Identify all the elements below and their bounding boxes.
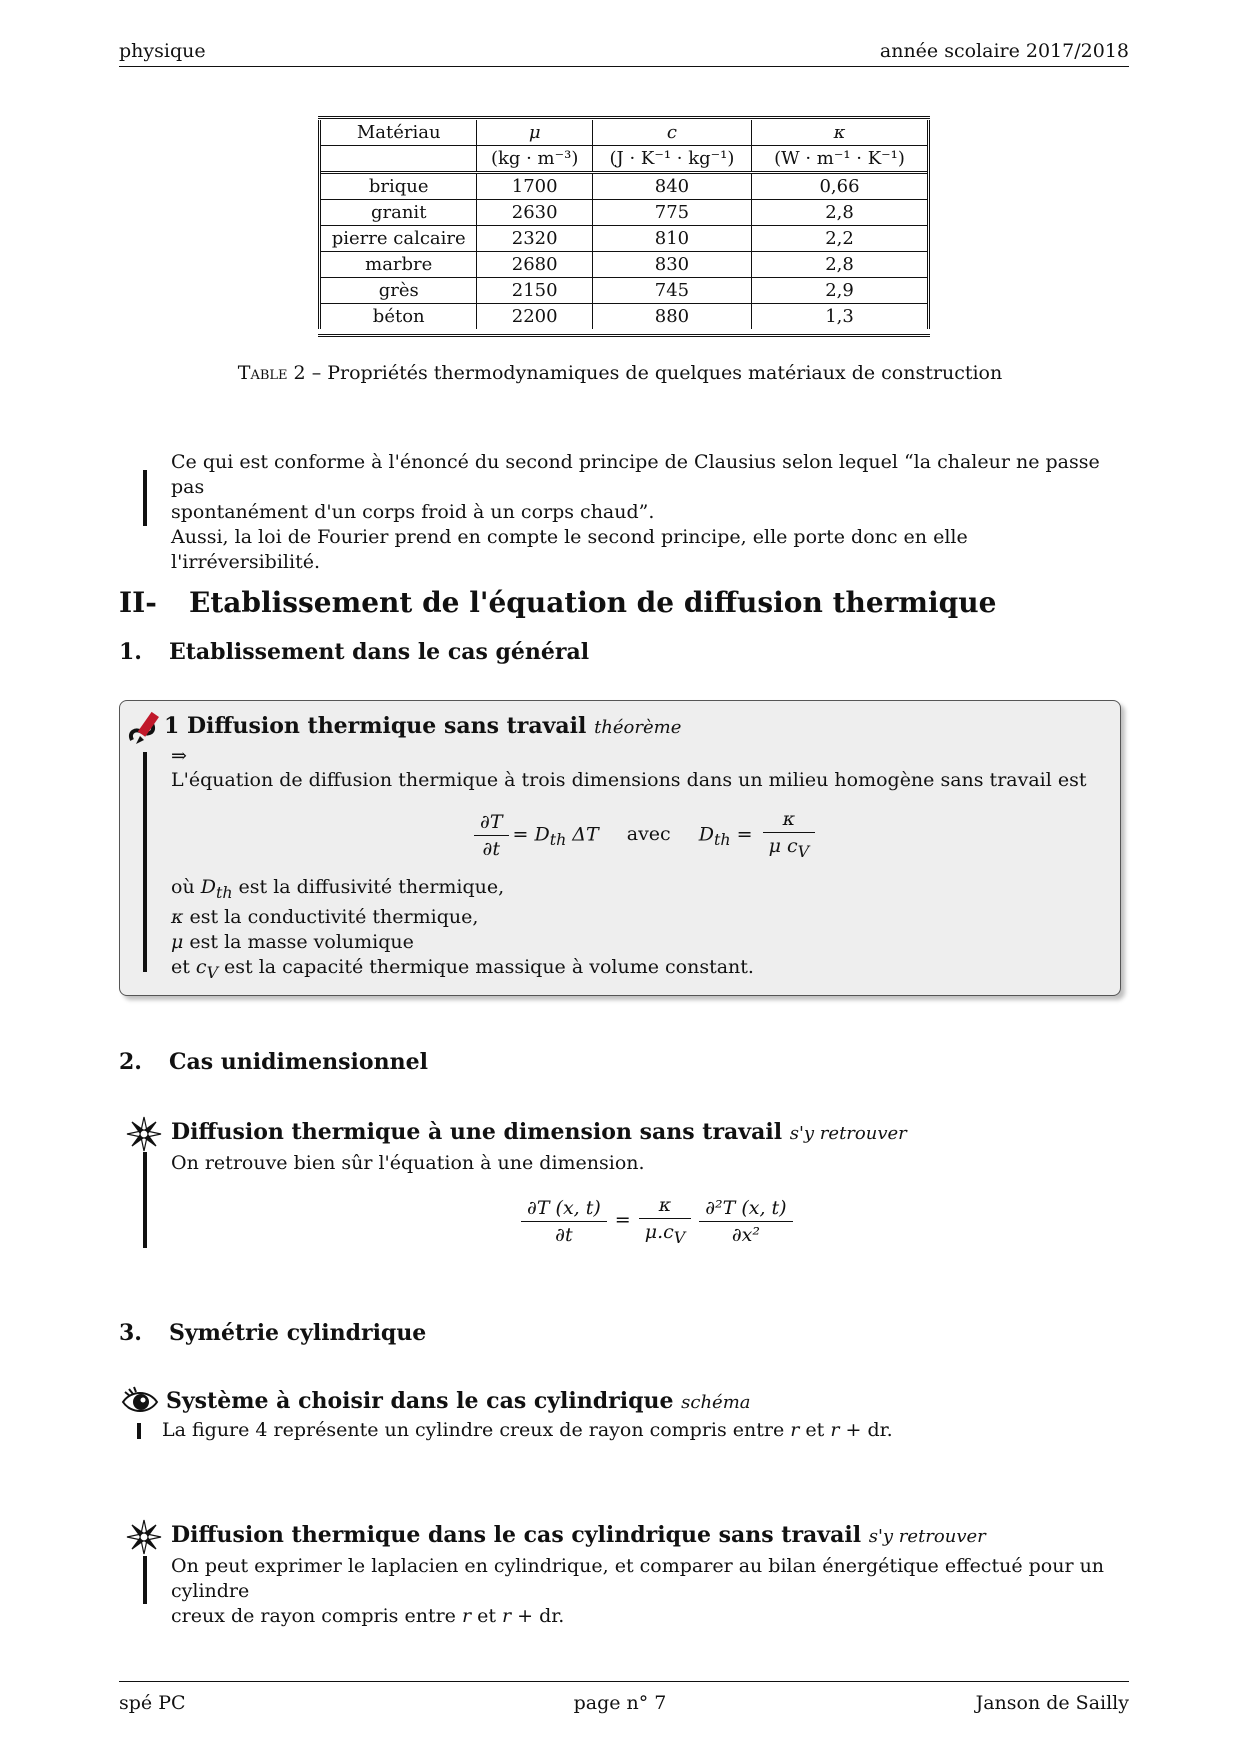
frac-num: ∂T — [474, 809, 509, 836]
compass-rose-icon — [126, 1519, 162, 1555]
fraction-kappa-muc — [639, 1192, 691, 1251]
def-text: et — [171, 955, 196, 978]
cell-material: béton — [320, 304, 477, 330]
cyl-line: On peut exprimer le laplacien en cylindrique, et comparer au bilan énergétique effectué pour un cylindre — [171, 1555, 1105, 1602]
def-text: où — [171, 876, 201, 898]
col-kappa: κ — [752, 120, 929, 146]
diffusion-1d-equation — [517, 1192, 797, 1251]
def-symbol: μ — [171, 930, 184, 953]
math-r-plus: r + — [830, 1419, 868, 1441]
unit-c: (J · K⁻¹ · kg⁻¹) — [592, 146, 751, 173]
section-number: II- — [119, 586, 157, 619]
block1d-title — [171, 1119, 907, 1145]
cyl-line — [171, 1604, 1121, 1629]
cell-kappa: 2,9 — [752, 278, 929, 304]
cell-kappa: 2,8 — [752, 200, 929, 226]
cell-mu: 2320 — [477, 226, 592, 252]
unit-material — [320, 146, 477, 173]
header-subject: physique — [119, 40, 206, 62]
def-symbol: κ — [171, 905, 184, 928]
table-units-row — [320, 146, 929, 173]
table-row — [320, 252, 929, 278]
col-material: Matériau — [320, 120, 477, 146]
def-symbol: D — [200, 876, 216, 898]
materials-table — [318, 120, 930, 329]
table-header-row — [320, 120, 929, 146]
fraction-kappa-muc — [763, 806, 815, 865]
def-sub: th — [215, 882, 233, 902]
schema-title — [166, 1388, 751, 1414]
schema-text-part: et — [799, 1419, 831, 1441]
unit-mu: (kg · m⁻³) — [477, 146, 592, 173]
cell-material: brique — [320, 173, 477, 200]
block1d-type: s'y retrouver — [789, 1123, 907, 1144]
page-number: page n° 7 — [573, 1692, 667, 1714]
compass-rose-icon — [126, 1116, 162, 1152]
def-text: est la capacité thermique massique à volume constant. — [218, 955, 754, 978]
cell-c: 745 — [592, 278, 751, 304]
clausius-line: Aussi, la loi de Fourier prend en compte le second principe, elle porte donc en elle l'irréversibilité. — [171, 526, 968, 573]
clausius-line: spontanément d'un corps froid à un corps chaud”. — [171, 501, 655, 523]
section-heading — [119, 586, 996, 619]
col-mu: μ — [477, 120, 592, 146]
subsection-number: 1. — [119, 639, 142, 665]
unit-kappa: (W · m⁻¹ · K⁻¹) — [752, 146, 929, 173]
def-line — [171, 905, 754, 930]
frac-den-sub: V — [797, 841, 810, 861]
theorem-definitions — [171, 875, 754, 985]
footer-rule — [119, 1681, 1129, 1682]
cell-kappa: 2,2 — [752, 226, 929, 252]
subsection-number: 2. — [119, 1049, 142, 1075]
cyl-title — [171, 1522, 986, 1548]
clausius-line: Ce qui est conforme à l'énoncé du second principe de Clausius selon lequel “la chaleur ne passe pas — [171, 451, 1100, 498]
cell-mu: 2150 — [477, 278, 592, 304]
def-symbol: c — [195, 955, 207, 978]
eq-equals: = — [614, 1209, 631, 1232]
cyl-text — [171, 1554, 1121, 1629]
frac-den-sub: V — [673, 1227, 686, 1247]
theorem-title — [164, 713, 681, 739]
frac-num: ∂T (x, t) — [521, 1195, 607, 1222]
frac-den-text: μ c — [768, 835, 798, 857]
implies-arrow: ⇒ — [171, 745, 187, 767]
cell-kappa: 1,3 — [752, 304, 929, 330]
eq-equals: = — [730, 823, 753, 846]
math-r-plus: r + — [502, 1605, 540, 1627]
header-rule — [119, 66, 1129, 67]
theorem-bar — [143, 752, 147, 972]
table-row — [320, 200, 929, 226]
cyl-text-part: et — [471, 1605, 503, 1627]
frac-den-text: μ.c — [644, 1221, 674, 1243]
eq-rhs: = D — [512, 823, 550, 846]
subsection-number: 3. — [119, 1320, 142, 1346]
cell-material: granit — [320, 200, 477, 226]
frac-den: ∂x² — [731, 1223, 760, 1246]
cell-c: 775 — [592, 200, 751, 226]
cell-mu: 2630 — [477, 200, 592, 226]
caption-label: Table 2 — [237, 362, 306, 384]
cell-material: marbre — [320, 252, 477, 278]
schema-bar — [137, 1423, 141, 1439]
eye-icon — [121, 1386, 159, 1418]
eq-avec: avec — [626, 823, 671, 846]
theorem-intro: L'équation de diffusion thermique à trois dimensions dans un milieu homogène sans travail est — [171, 769, 1087, 791]
cell-c: 880 — [592, 304, 751, 330]
cell-mu: 1700 — [477, 173, 592, 200]
def-sub: V — [206, 962, 219, 982]
eq-sub-th: th — [549, 830, 567, 850]
frac-den — [763, 833, 815, 865]
cell-kappa: 0,66 — [752, 173, 929, 200]
block1d-text: On retrouve bien sûr l'équation à une dimension. — [171, 1152, 645, 1174]
block1d-bar — [143, 1152, 147, 1248]
frac-num: κ — [763, 806, 815, 833]
block1d-title-text: Diffusion thermique à une dimension sans travail — [171, 1119, 783, 1145]
table-caption — [0, 362, 1240, 384]
cell-kappa: 2,8 — [752, 252, 929, 278]
section-title: Etablissement de l'équation de diffusion thermique — [189, 586, 997, 619]
table-row — [320, 304, 929, 330]
cell-mu: 2680 — [477, 252, 592, 278]
eq-sub-th2: th — [713, 830, 731, 850]
cyl-bar — [143, 1556, 147, 1604]
math-dr: dr — [539, 1605, 559, 1627]
cell-c: 830 — [592, 252, 751, 278]
cyl-title-text: Diffusion thermique dans le cas cylindrique sans travail — [171, 1522, 862, 1548]
def-text: est la conductivité thermique, — [183, 905, 479, 928]
subsection-heading — [119, 1320, 426, 1346]
footer-school: Janson de Sailly — [975, 1692, 1129, 1714]
eq-laplacian: ΔT — [566, 823, 599, 846]
def-line — [171, 955, 754, 985]
table-row — [320, 173, 929, 200]
frac-den: ∂t — [555, 1223, 573, 1246]
frac-den — [639, 1219, 691, 1251]
diffusion-equation — [470, 806, 819, 865]
frac-num: ∂²T (x, t) — [699, 1195, 792, 1222]
subsection-heading — [119, 639, 589, 665]
def-text: est la masse volumique — [183, 930, 414, 953]
caption-text: – Propriétés thermodynamiques de quelques matériaux de construction — [305, 362, 1003, 384]
math-dr: dr — [867, 1419, 887, 1441]
schema-text-part: . — [886, 1419, 893, 1441]
frac-den: ∂t — [482, 837, 500, 860]
theorem-title-text: 1 Diffusion thermique sans travail — [164, 713, 587, 739]
subsection-title: Cas unidimensionnel — [169, 1049, 428, 1075]
math-r: r — [790, 1419, 800, 1441]
table-row — [320, 226, 929, 252]
cyl-type: s'y retrouver — [868, 1526, 986, 1547]
schema-text — [162, 1418, 893, 1443]
def-line — [171, 875, 754, 905]
table-bottom-rule — [318, 334, 930, 340]
def-line — [171, 930, 754, 955]
fraction-dT-dt — [521, 1195, 607, 1248]
eq-D: D — [698, 823, 714, 846]
fraction-dT-dt — [474, 809, 509, 862]
subsection-title: Symétrie cylindrique — [169, 1320, 427, 1346]
cyl-text-part: . — [558, 1605, 565, 1627]
def-text: est la diffusivité thermique, — [232, 876, 505, 898]
header-year: année scolaire 2017/2018 — [879, 40, 1129, 62]
table-row — [320, 278, 929, 304]
fraction-d2T-dx2 — [699, 1195, 792, 1248]
cell-c: 840 — [592, 173, 751, 200]
schema-text-part: La figure 4 représente un cylindre creux de rayon compris entre — [162, 1419, 791, 1441]
cell-c: 810 — [592, 226, 751, 252]
math-r: r — [461, 1605, 472, 1627]
remark-bar — [143, 470, 147, 526]
cell-material: grès — [320, 278, 477, 304]
theorem-type: théorème — [594, 717, 682, 738]
schema-title-text: Système à choisir dans le cas cylindrique — [166, 1388, 674, 1414]
subsection-title: Etablissement dans le cas général — [169, 639, 590, 665]
pen-icon — [126, 710, 164, 750]
cyl-text-part: creux de rayon compris entre — [171, 1605, 462, 1627]
footer-class: spé PC — [119, 1692, 186, 1714]
subsection-heading — [119, 1049, 428, 1075]
cell-mu: 2200 — [477, 304, 592, 330]
cell-material: pierre calcaire — [320, 226, 477, 252]
schema-type: schéma — [681, 1392, 751, 1413]
col-c: c — [592, 120, 751, 146]
frac-num: κ — [639, 1192, 691, 1219]
clausius-paragraph — [171, 450, 1121, 575]
